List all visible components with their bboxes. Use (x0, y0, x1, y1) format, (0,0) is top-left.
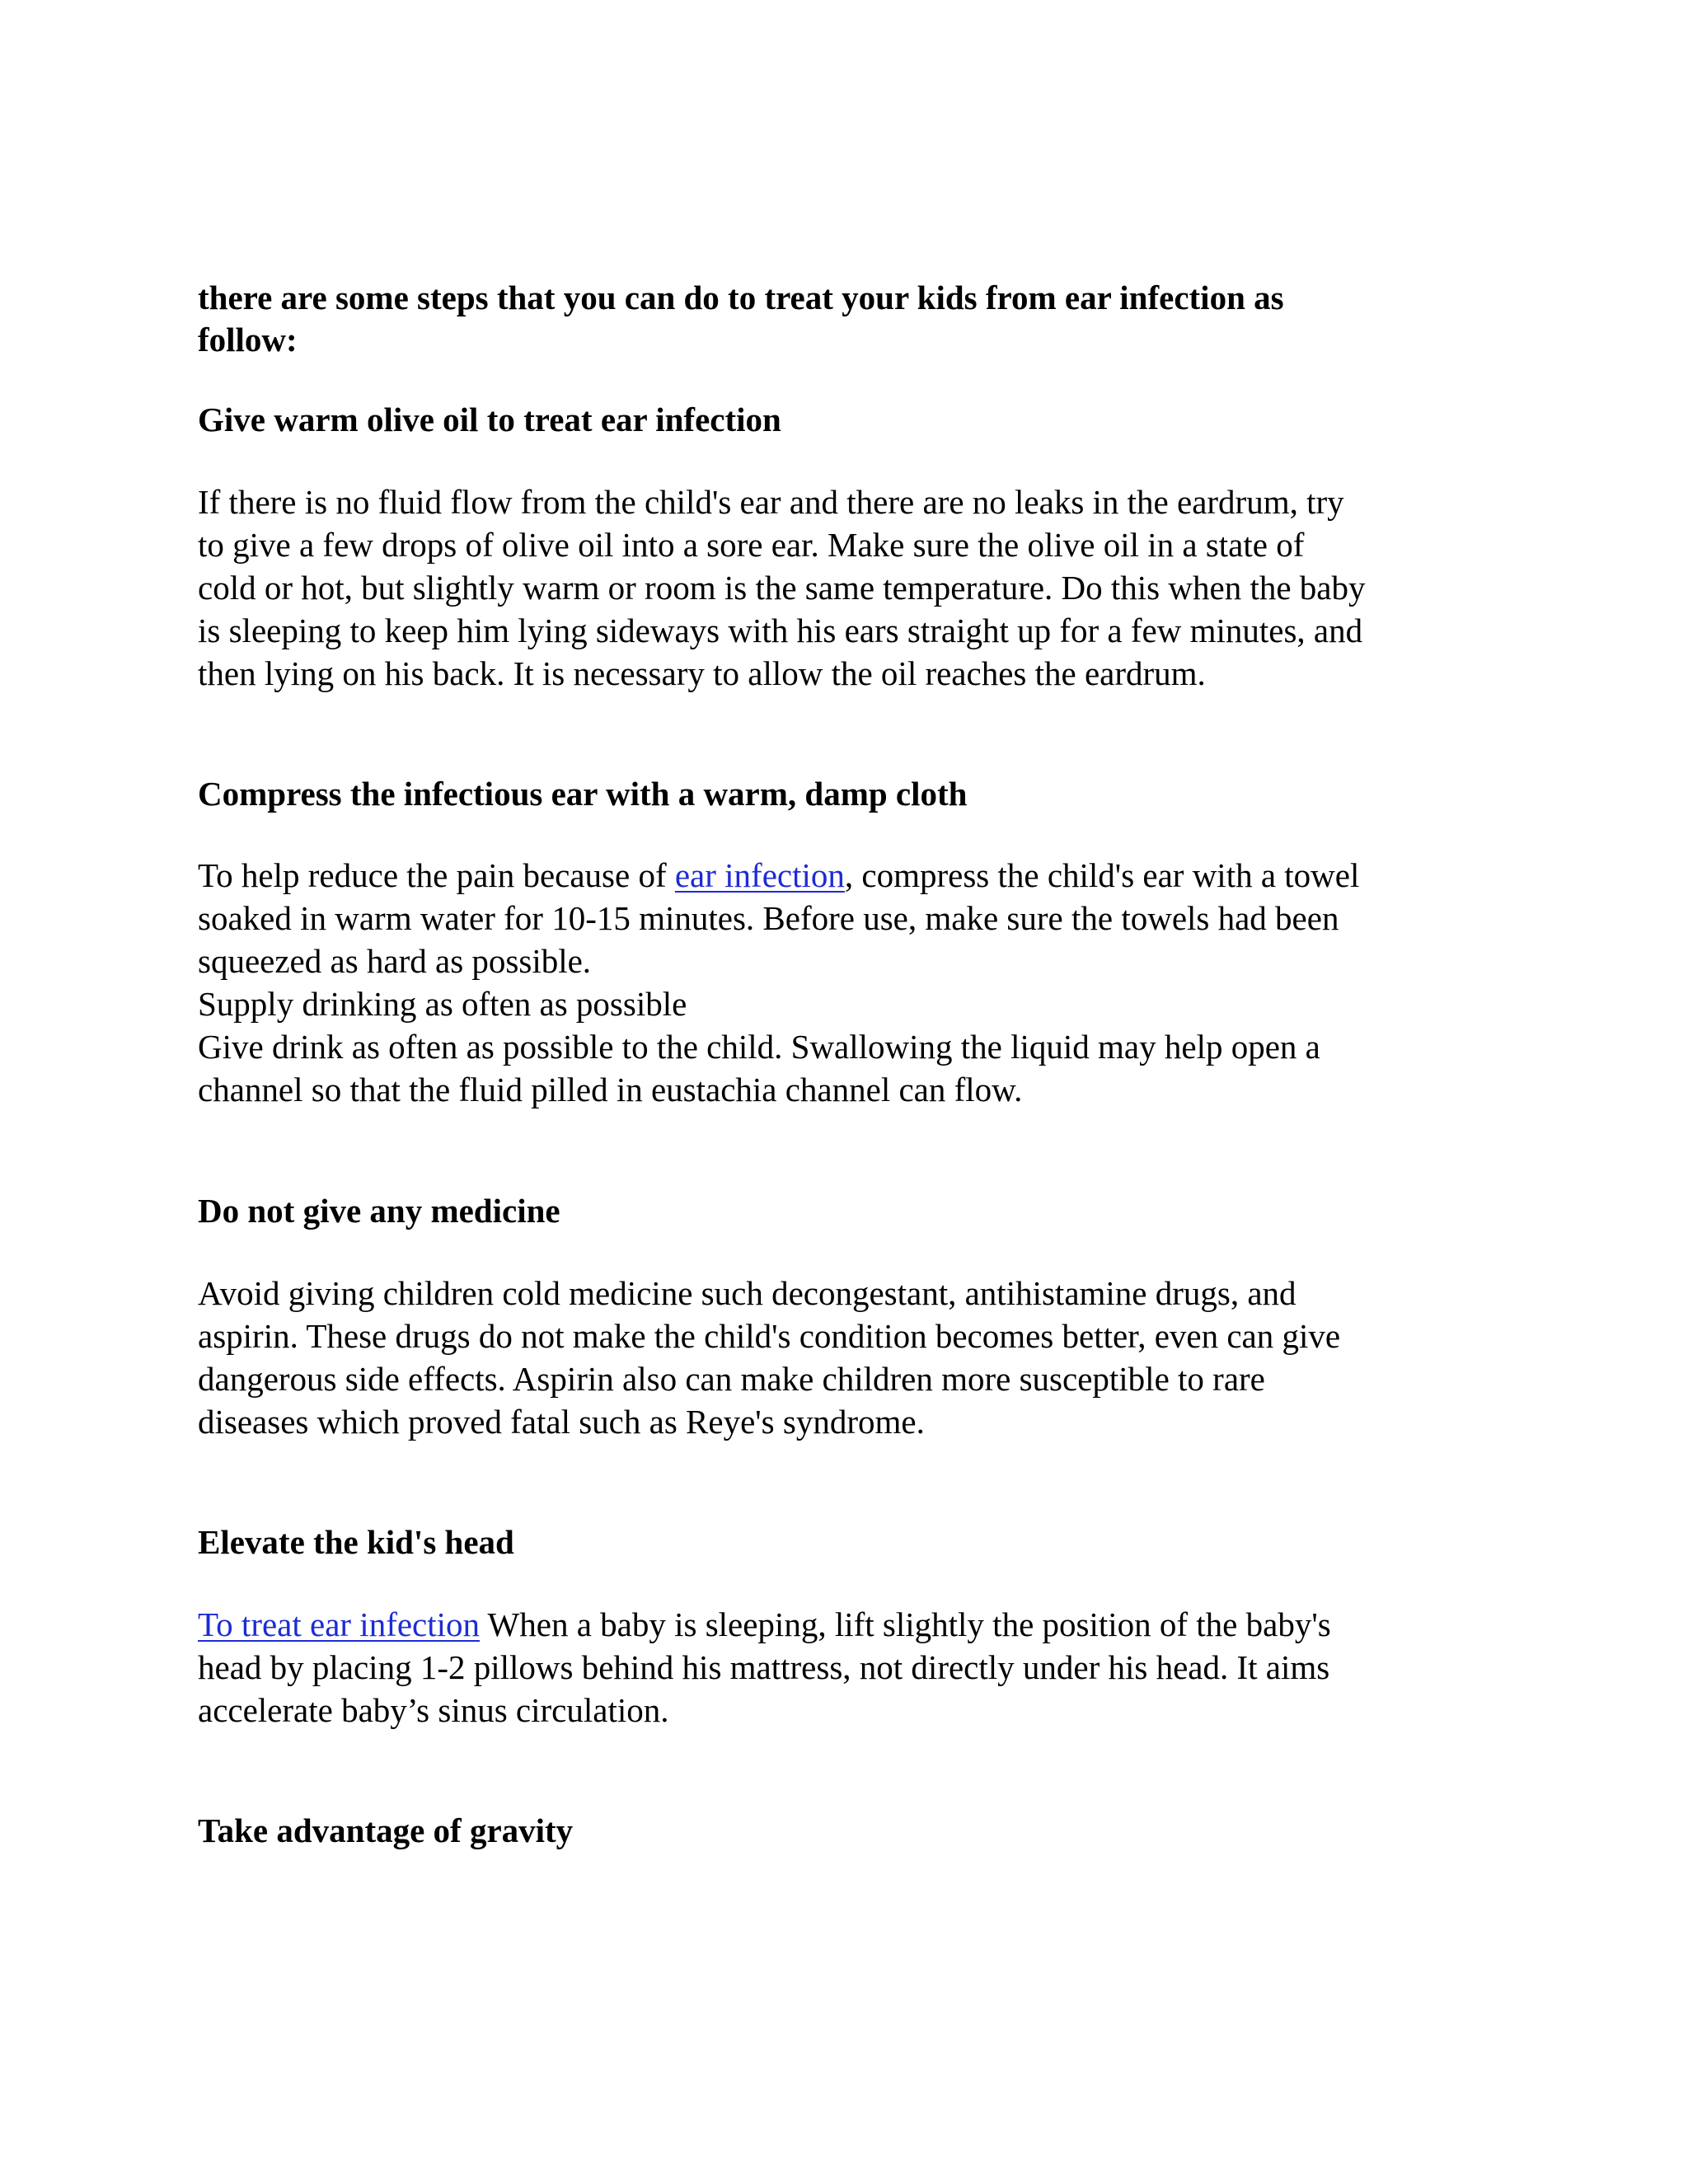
paragraph-line: cold or hot, but slightly warm or room is the same temperature. Do this when the baby (198, 569, 1366, 607)
paragraph-line: accelerate baby’s sinus circulation. (198, 1691, 669, 1729)
gravity-heading: Take advantage of gravity (198, 1811, 574, 1849)
paragraph-line: head by placing 1-2 pillows behind his mattress, not directly under his head. It aims (198, 1648, 1330, 1686)
paragraph-line: dangerous side effects. Aspirin also can make children more susceptible to rare (198, 1360, 1265, 1398)
paragraph-line (198, 1603, 1500, 1646)
no-medicine-paragraph (198, 1272, 1500, 1443)
paragraph-line: soaked in warm water for 10-15 minutes. Before use, make sure the towels had been (198, 899, 1339, 937)
paragraph-line: then lying on his back. It is necessary to allow the oil reaches the eardrum. (198, 654, 1206, 692)
paragraph-line: aspirin. These drugs do not make the child's condition becomes better, even can give (198, 1317, 1341, 1355)
elevate-paragraph (198, 1603, 1500, 1732)
olive-oil-paragraph (198, 480, 1500, 695)
paragraph-line: is sleeping to keep him lying sideways with his ears straight up for a few minutes, and (198, 612, 1363, 649)
paragraph-line: channel so that the fluid pilled in eustachia channel can flow. (198, 1071, 1023, 1108)
paragraph-line: Give drink as often as possible to the child. Swallowing the liquid may help open a (198, 1028, 1320, 1066)
intro-line-1: there are some steps that you can do to treat your kids from ear infection as (198, 279, 1284, 316)
intro-heading (198, 277, 1500, 361)
paragraph-line: to give a few drops of olive oil into a sore ear. Make sure the olive oil in a state of (198, 526, 1305, 564)
compress-text-before: To help reduce the pain because of (198, 856, 675, 894)
paragraph-line: Supply drinking as often as possible (198, 985, 687, 1023)
paragraph-line: diseases which proved fatal such as Reye's syndrome. (198, 1403, 925, 1441)
olive-oil-heading: Give warm olive oil to treat ear infection (198, 401, 781, 438)
elevate-heading: Elevate the kid's head (198, 1523, 514, 1561)
ear-infection-link[interactable]: ear infection (674, 856, 845, 894)
compress-paragraph (198, 854, 1500, 1111)
intro-line-2: follow: (198, 321, 298, 359)
compress-text-after: , compress the child's ear with a towel (844, 856, 1360, 894)
elevate-text-after: When a baby is sleeping, lift slightly the position of the baby's (480, 1605, 1331, 1643)
no-medicine-heading: Do not give any medicine (198, 1192, 560, 1230)
paragraph-line (198, 854, 1500, 897)
compress-heading: Compress the infectious ear with a warm, damp cloth (198, 775, 968, 813)
paragraph-line: If there is no fluid flow from the child's ear and there are no leaks in the eardrum, try (198, 483, 1344, 521)
paragraph-line: Avoid giving children cold medicine such decongestant, antihistamine drugs, and (198, 1274, 1296, 1312)
to-treat-ear-infection-link[interactable]: To treat ear infection (198, 1605, 481, 1643)
paragraph-line: squeezed as hard as possible. (198, 942, 592, 980)
